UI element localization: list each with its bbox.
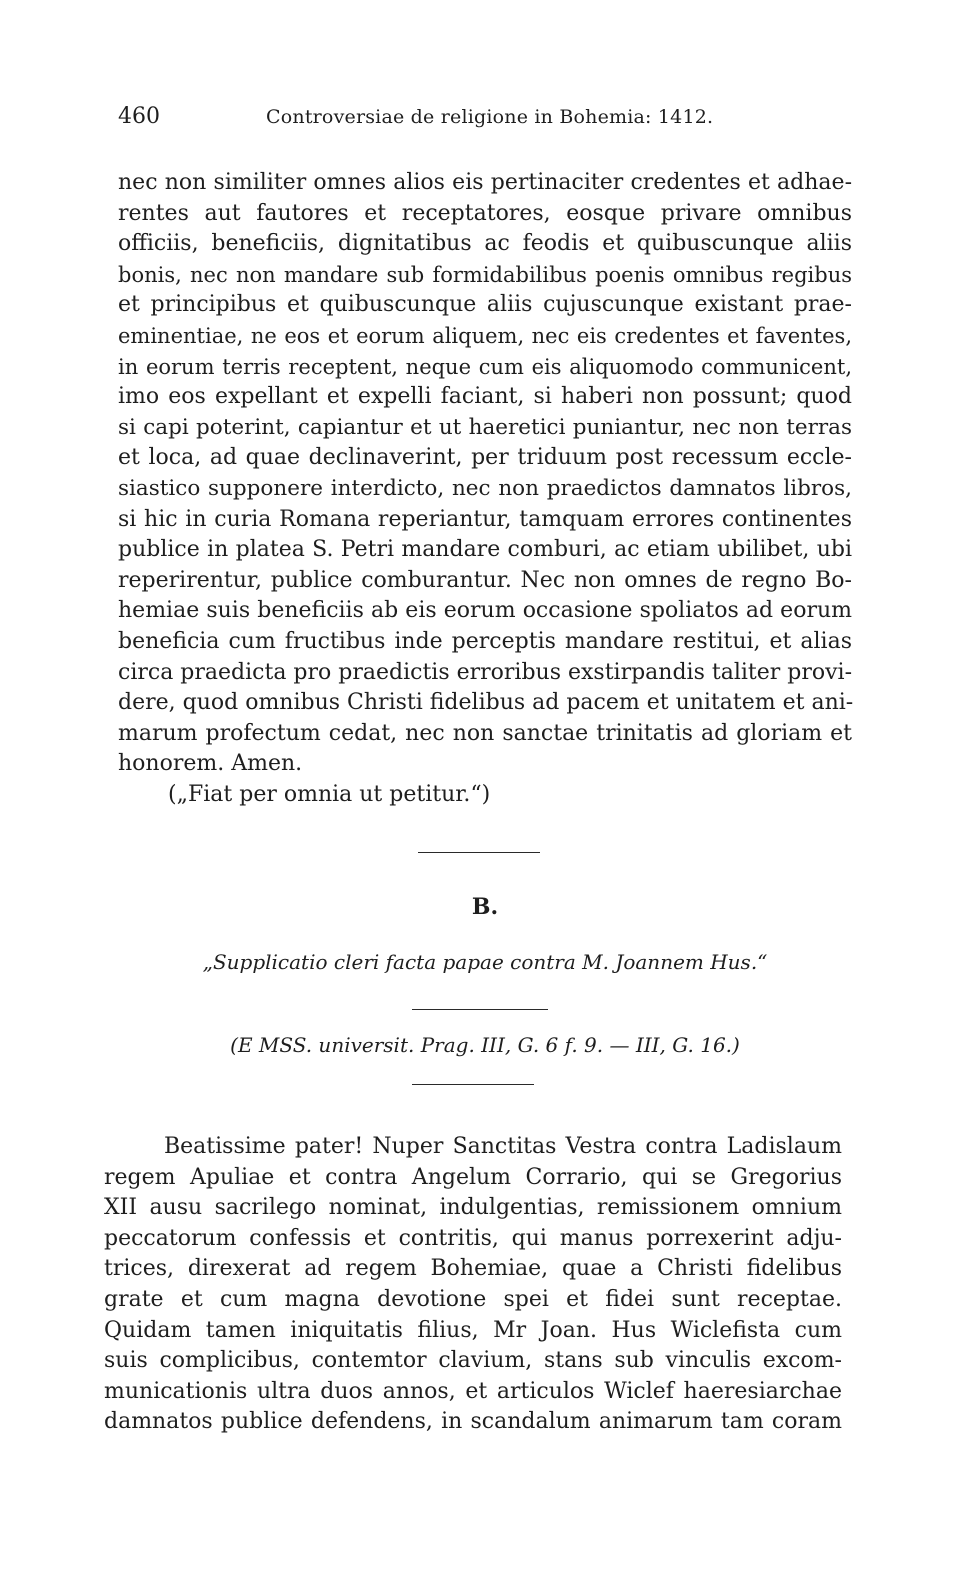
- closing-line: („Fiat per omnia ut petitur.“): [168, 781, 491, 807]
- text-line: Beatissime pater! Nuper Sanctitas Vestra contra Ladislaum: [164, 1134, 842, 1159]
- text-line: circa praedicta pro praedictis erroribus exstirpandis taliter provi-: [118, 659, 853, 685]
- text-line: Quidam tamen iniquitatis filius, Mr Joan. Hus Wiclefista cum: [104, 1317, 842, 1343]
- paragraph-1: [118, 168, 852, 810]
- section-letter: B.: [471, 894, 499, 920]
- text-line: si capi poterint, capiantur et ut haeretici puniantur, nec non terras: [118, 414, 852, 440]
- text-line: grate et cum magna devotione spei et fidei sunt receptae.: [104, 1286, 842, 1312]
- page-header: [118, 104, 860, 140]
- text-line: marum profectum cedat, nec non sanctae trinitatis ad gloriam et: [118, 720, 852, 746]
- section-title: „Supplicatio cleri facta papae contra M. Joannem Hus.“: [202, 950, 768, 974]
- page-number: 460: [118, 104, 160, 129]
- text-line: peccatorum confessis et contritis, qui manus porrexerint adju-: [104, 1225, 842, 1251]
- text-line: suis complicibus, contemtor clavium, stans sub vinculis excom-: [104, 1348, 842, 1374]
- text-line: imo eos expellant et expelli faciant, si haberi non possunt; quod: [118, 384, 852, 410]
- text-line: si hic in curia Romana reperiantur, tamquam errores continentes: [118, 506, 852, 532]
- source-citation: (E MSS. universit. Prag. III, G. 6 f. 9. — III, G. 16.): [230, 1033, 740, 1057]
- text-line: dere, quod omnibus Christi fidelibus ad pacem et unitatem et ani-: [118, 690, 854, 716]
- paragraph-2: [104, 1132, 842, 1438]
- text-line: eminentiae, ne eos et eorum aliquem, nec eis credentes et faventes,: [118, 323, 852, 348]
- text-line: damnatos publice defendens, in scandalum animarum tam coram: [104, 1409, 842, 1435]
- text-line: regem Apuliae et contra Angelum Corrario, qui se Gregorius: [104, 1164, 842, 1190]
- text-line: et principibus et quibuscunque aliis cujuscunque existant prae-: [118, 292, 852, 318]
- separator-rule: [418, 852, 540, 853]
- running-title: Controversiae de religione in Bohemia: 1412.: [266, 106, 714, 128]
- text-line: rentes aut fautores et receptatores, eosque privare omnibus: [118, 200, 852, 226]
- text-line: reperirentur, publice comburantur. Nec non omnes de regno Bo-: [118, 567, 852, 593]
- text-line: beneficia cum fructibus inde perceptis mandare restitui, et alias: [118, 628, 852, 654]
- text-line: honorem. Amen.: [118, 751, 303, 777]
- text-line: nec non similiter omnes alios eis pertinaciter credentes et adhae-: [118, 170, 852, 195]
- text-line: officiis, beneficiis, dignitatibus ac feodis et quibuscunque aliis: [118, 231, 852, 257]
- text-line: publice in platea S. Petri mandare comburi, ac etiam ubilibet, ubi: [118, 537, 852, 563]
- text-line: in eorum terris receptent, neque cum eis aliquomodo communicent,: [118, 354, 852, 379]
- separator-rule: [412, 1084, 534, 1085]
- text-line: et loca, ad quae declinaverint, per triduum post recessum eccle-: [118, 445, 852, 471]
- text-line: siastico supponere interdicto, nec non praedictos damnatos libros,: [118, 475, 852, 501]
- text-line: bonis, nec non mandare sub formidabilibus poenis omnibus regibus: [118, 262, 852, 287]
- separator-rule: [412, 1009, 548, 1010]
- text-line: XII ausu sacrilego nominat, indulgentias, remissionem omnium: [104, 1195, 842, 1221]
- text-line: hemiae suis beneficiis ab eis eorum occasione spoliatos ad eorum: [118, 598, 852, 624]
- text-line: municationis ultra duos annos, et articulos Wiclef haeresiarchae: [104, 1378, 842, 1404]
- text-line: trices, direxerat ad regem Bohemiae, quae a Christi fidelibus: [104, 1256, 842, 1282]
